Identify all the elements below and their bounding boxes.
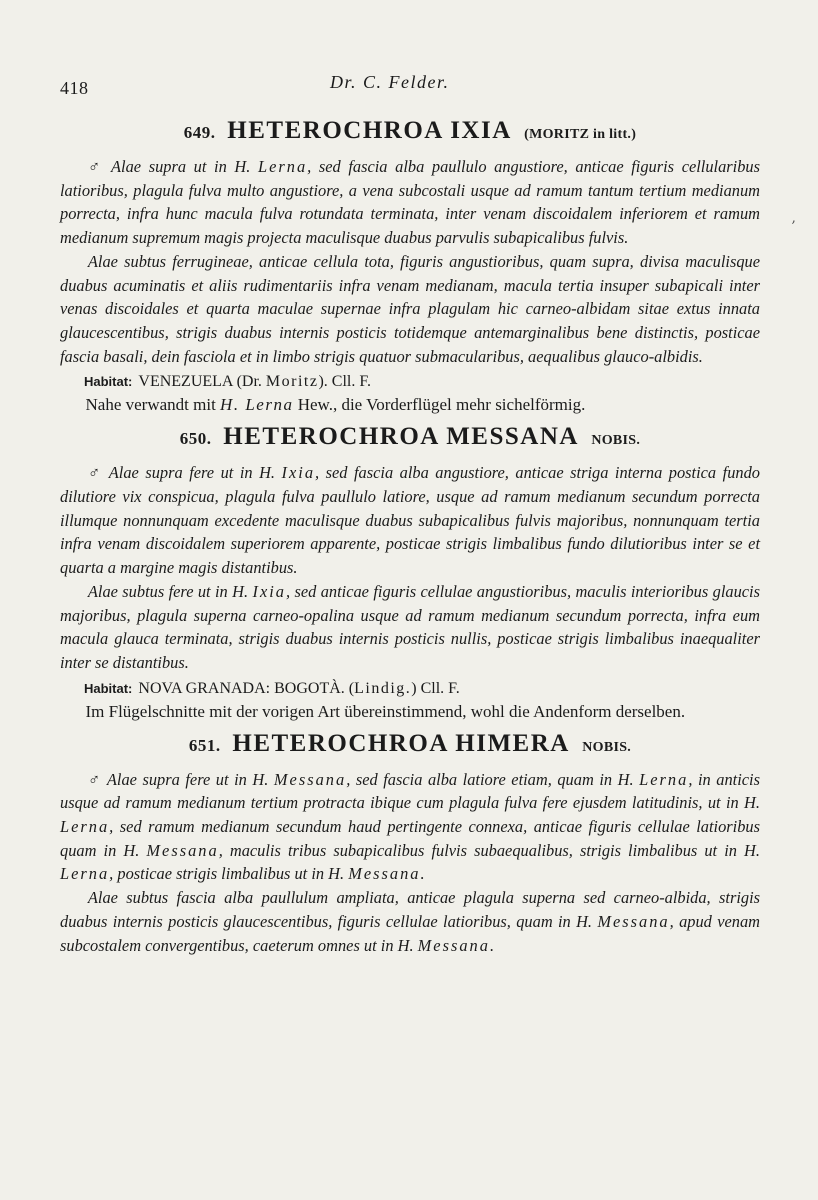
habitat-place: NOVA GRANADA: BOGOTÀ. <box>138 679 345 697</box>
habitat-label: Habitat: <box>84 374 133 390</box>
running-head: Dr. C. Felder. <box>330 72 450 92</box>
species-649-title: HETEROCHROA IXIA <box>227 117 511 144</box>
species-649-section <box>60 116 760 416</box>
text-run: ) Cll. F. <box>411 679 460 697</box>
species-651-description-upperside <box>60 768 760 887</box>
species-650-remark: Im Flügelschnitte mit der vorigen Art übereinstimmend, wohl die Andenform derselben. <box>85 701 686 721</box>
species-name-ref: Lerna <box>257 157 308 176</box>
species-649-remark <box>60 393 760 416</box>
page-number: 418 <box>60 78 89 98</box>
text-run: Alae subtus fascia alba paullulum ampliata, anticae plagula superna sed carneo-albida, strigis duabus internis posticis glaucescentibus, figuris cellulae latioribus, quam in H. <box>60 888 760 931</box>
text-run: Alae supra fere ut in H. <box>106 769 269 789</box>
text-run: , in anticis usque ad ramum medianum tertium protracta ibique cum plagula fulva fere ejusdem latitudinis, ut in H. <box>60 769 760 813</box>
text-run: , sed fascia alba paullulo angustiore, anticae figuris cellularibus latioribus, plagula fulva multo angustiore, a vena subcostali usque ad ramum tantum tertium medianum porrecta, infra hunc macula fulva rotundata terminata, inter venam discoidalem inferiorem et ramum medianum supremum magis projecta maculisque duabus parvulis subapicalibus fulvis. <box>60 157 760 248</box>
species-name-ref: Messana <box>348 864 421 884</box>
text-run: . <box>420 864 425 884</box>
habitat-collector: Moritz <box>265 373 319 391</box>
text-run: , maculis tribus subapicalibus fulvis subaequalibus, strigis limbalibus ut in H. <box>218 840 760 860</box>
text-run: (Dr. <box>236 373 262 391</box>
text-run: ( <box>348 679 355 697</box>
habitat-label: Habitat: <box>84 680 133 696</box>
species-name-ref: Lerna <box>60 864 110 884</box>
species-name-ref: Messana <box>597 911 670 931</box>
species-name-ref: H. Lerna <box>220 395 294 415</box>
species-649-author-note: (MORITZ in litt.) <box>524 127 637 142</box>
species-name-ref: Ixia <box>252 581 286 601</box>
species-649-habitat <box>84 370 760 393</box>
text-run: , posticae strigis limbalibus ut in H. <box>109 864 345 884</box>
text-run: , sed ramum medianum secundum haud pertingente connexa, anticae figuris cellulae latioribus quam in H. <box>60 817 760 860</box>
habitat-collector: Lindig. <box>354 679 412 697</box>
species-name-ref: Messana <box>146 840 219 860</box>
species-650-description-upperside <box>60 461 760 580</box>
species-649-number: 649. <box>183 123 216 142</box>
male-symbol-icon: ♂ <box>87 157 104 176</box>
text-run: Hew., die Vorderflügel mehr sichelförmig. <box>297 395 586 415</box>
text-run: Alae subtus fere ut in H. <box>87 581 249 601</box>
species-name-ref: Ixia <box>281 463 316 483</box>
species-651-heading <box>60 729 760 763</box>
species-651-section <box>60 729 760 958</box>
male-symbol-icon: ♂ <box>87 769 102 789</box>
species-650-habitat <box>84 677 760 700</box>
species-name-ref: Lerna <box>639 769 689 789</box>
species-651-title: HETEROCHROA HIMERA <box>232 729 569 757</box>
text-run: , sed fascia alba latiore etiam, quam in H. <box>346 769 634 789</box>
text-run: ). Cll. F. <box>318 373 371 391</box>
species-650-section <box>60 422 760 722</box>
text-run: , sed fascia alba angustiore, anticae striga interna postica fundo dilutiore vix conspicua, plagula fulva paullulo latiore, usque ad ramum medianum secundum porrecta illumque nonnunquam excedente maculisque duabus subapicalibus fulvis majoribus, nonnunquam tertia infra venam discoidalem superiorem apparente, posticae strigis limbalibus fundo dilutioribus inter se et quarta a margine magis distantibus. <box>60 463 760 578</box>
text-run: Alae supra ut in H. <box>111 157 251 176</box>
species-650-number: 650. <box>179 429 212 449</box>
species-649-heading <box>60 116 760 150</box>
margin-mark: , <box>791 210 796 226</box>
habitat-place: VENEZUELA <box>138 373 233 391</box>
species-651-number: 651. <box>188 735 221 755</box>
text-run: Nahe verwandt mit <box>85 395 216 415</box>
species-650-description-underside <box>60 580 760 675</box>
species-650-heading <box>60 422 760 456</box>
species-650-title: HETEROCHROA MESSANA <box>223 423 578 451</box>
species-name-ref: Messana <box>273 769 347 789</box>
text-run: , sed anticae figuris cellulae angustioribus, maculis interioribus glaucis majoribus, plagula superna carneo-opalina usque ad ramum medianum secundum porrecta, infra eum macula glauca terminata, strigis duabus internis posticis nullis, posticae strigis limbalibus inaequaliter inter se distantibus. <box>60 581 760 672</box>
species-651-description-underside <box>60 886 760 957</box>
species-649-description-upperside <box>60 155 760 250</box>
page-header <box>60 72 760 102</box>
species-name-ref: Lerna <box>60 817 110 837</box>
species-649-description-underside: Alae subtus ferrugineae, anticae cellula tota, figuris angustioribus, quam supra, divisa maculisque duabus acuminatis et aliis rudimentariis infra venam medianam, macula tertia insuper subapicali inter venas discoidales et quarta maculae supernae infra plagulam hic carneo-albidam sitae extus innata glaucescentibus, strigis duabus internis posticis totidemque antemarginalibus bene distinctis, posticae fascia basali, dein fasciola et in limbo strigis quatuor submacularibus, aequalibus glauco-albidis. <box>60 251 760 366</box>
species-651-author-note: NOBIS. <box>582 739 632 755</box>
text-run: . <box>489 935 495 955</box>
species-name-ref: Messana <box>417 935 490 955</box>
species-650-author-note: NOBIS. <box>591 433 641 449</box>
male-symbol-icon: ♂ <box>87 463 103 483</box>
text-run: Alae supra fere ut in H. <box>108 463 276 483</box>
text-run: , apud venam subcostalem convergentibus, caeterum omnes ut in H. <box>60 911 760 955</box>
